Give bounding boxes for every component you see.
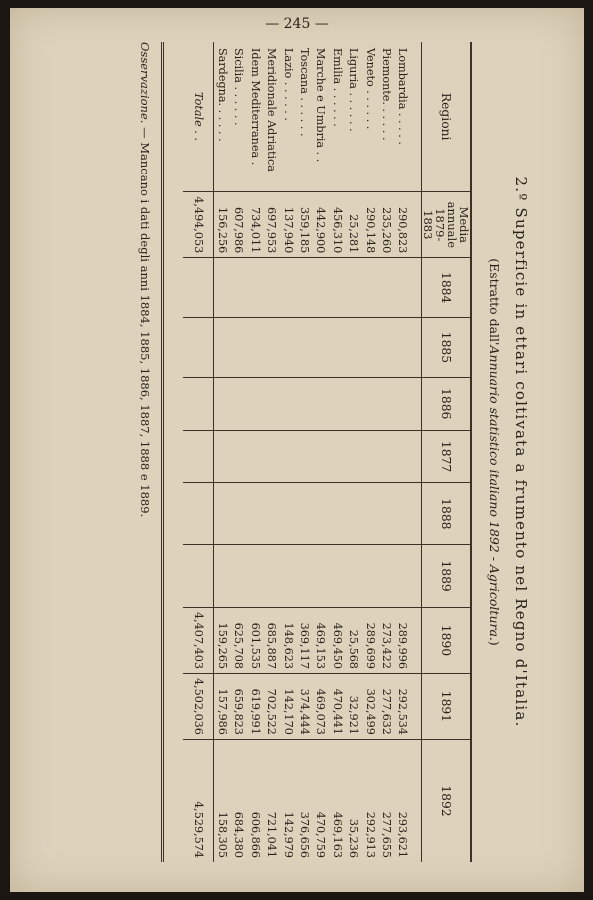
value-cell xyxy=(214,430,231,483)
value-cell: 4,407,403 xyxy=(183,607,214,673)
value-cell: 4,529,574 xyxy=(183,739,214,862)
region-cell: Lombardia . . . . . xyxy=(395,42,422,192)
value-cell: 292,534 xyxy=(395,673,422,739)
region-cell: Totale . . xyxy=(183,42,214,192)
value-cell xyxy=(395,483,422,545)
value-cell: 137,940 xyxy=(280,192,296,258)
value-cell xyxy=(263,483,279,545)
value-cell: 158,305 xyxy=(216,811,230,858)
value-cell xyxy=(231,430,247,483)
value-cell xyxy=(313,318,329,378)
value-cell xyxy=(263,258,279,318)
table-subtitle: (Estratto dall'Annuario statistico italiano 1892 - Agricoltura.) xyxy=(487,258,502,646)
value-cell xyxy=(280,377,296,430)
value-cell: 290,823 xyxy=(395,192,422,258)
table-row xyxy=(362,42,378,862)
region-cell: Sicilia . . . . . . xyxy=(231,42,247,192)
col-header-4: 1886 xyxy=(422,377,472,430)
value-cell xyxy=(345,545,361,608)
value-cell: 659,823 xyxy=(231,673,247,739)
total-row xyxy=(183,42,214,862)
value-cell: 607,986 xyxy=(231,192,247,258)
value-cell: 359,185 xyxy=(296,192,312,258)
value-cell xyxy=(313,545,329,608)
table-row xyxy=(280,42,296,862)
region-cell: Emilia . . . . . . xyxy=(329,42,345,192)
value-cell: 721,041 xyxy=(265,811,279,858)
value-cell: 469,153 xyxy=(313,607,329,673)
value-cell xyxy=(183,483,214,545)
value-cell xyxy=(395,545,422,608)
value-cell xyxy=(313,483,329,545)
value-cell xyxy=(313,377,329,430)
region-cell: Toscana . . . . . . xyxy=(296,42,312,192)
table-row xyxy=(214,42,231,862)
value-cell xyxy=(395,430,422,483)
value-cell: 442,900 xyxy=(313,192,329,258)
value-cell xyxy=(345,483,361,545)
value-cell xyxy=(214,258,231,318)
value-cell xyxy=(378,377,394,430)
region-cell: Lazio . . . . . . xyxy=(280,42,296,192)
value-cell xyxy=(183,545,214,608)
value-cell xyxy=(183,318,214,378)
value-cell xyxy=(231,258,247,318)
wheat-area-table xyxy=(183,42,472,862)
value-cell xyxy=(395,318,422,378)
value-cell xyxy=(313,430,329,483)
value-cell xyxy=(280,483,296,545)
value-cell xyxy=(329,377,345,430)
value-cell: 4,502,036 xyxy=(183,673,214,739)
value-cell xyxy=(214,545,231,608)
value-cell: 619,991 xyxy=(247,673,263,739)
region-cell: Meridionale Adriatica xyxy=(263,42,279,192)
value-cell: 289,699 xyxy=(362,607,378,673)
value-cell xyxy=(345,258,361,318)
value-cell xyxy=(247,545,263,608)
value-cell: 369,117 xyxy=(296,607,312,673)
table-row xyxy=(345,42,361,862)
col-header-10: 1892 xyxy=(422,739,472,862)
value-cell xyxy=(378,318,394,378)
value-cell xyxy=(263,545,279,608)
region-cell: Sardegna. . . . . . xyxy=(214,42,231,192)
col-header-8: 1890 xyxy=(422,607,472,673)
table-row xyxy=(247,42,263,862)
double-rule xyxy=(161,42,164,862)
value-cell xyxy=(329,258,345,318)
value-cell: 35,236 xyxy=(347,818,361,858)
value-cell xyxy=(214,483,231,545)
value-cell: 273,422 xyxy=(378,607,394,673)
value-cell: 625,708 xyxy=(231,607,247,673)
value-cell xyxy=(183,430,214,483)
value-cell xyxy=(296,377,312,430)
value-cell xyxy=(280,318,296,378)
value-cell xyxy=(231,377,247,430)
value-cell xyxy=(247,377,263,430)
observation-note: Osservazione. — Mancano i dati degli anni 1884, 1885, 1886, 1887, 1888 e 1889. xyxy=(138,42,152,518)
region-cell: Idem Mediterranea . xyxy=(247,42,263,192)
value-cell xyxy=(362,483,378,545)
value-cell xyxy=(280,430,296,483)
value-cell xyxy=(378,545,394,608)
value-cell xyxy=(362,430,378,483)
value-cell: 470,759 xyxy=(314,811,328,858)
value-cell: 4,494,053 xyxy=(183,192,214,258)
value-cell: 148,623 xyxy=(280,607,296,673)
col-header-6: 1888 xyxy=(422,483,472,545)
value-cell xyxy=(362,377,378,430)
value-cell xyxy=(296,258,312,318)
value-cell: 697,953 xyxy=(263,192,279,258)
value-cell xyxy=(395,377,422,430)
table-row xyxy=(263,42,279,862)
table-row xyxy=(231,42,247,862)
value-cell: 684,380 xyxy=(232,811,246,858)
value-cell: 470,441 xyxy=(329,673,345,739)
value-cell: 25,568 xyxy=(345,607,361,673)
value-cell xyxy=(395,258,422,318)
value-cell xyxy=(296,483,312,545)
value-cell: 469,450 xyxy=(329,607,345,673)
col-header-1: Media annuale 1879-1883 xyxy=(422,192,472,258)
value-cell xyxy=(247,483,263,545)
value-cell: 157,986 xyxy=(214,673,231,739)
value-cell: 156,256 xyxy=(214,192,231,258)
table-row xyxy=(378,42,394,862)
value-cell: 142,979 xyxy=(281,811,295,858)
value-cell xyxy=(231,545,247,608)
value-cell xyxy=(329,430,345,483)
value-cell xyxy=(329,545,345,608)
page-number: — 245 — xyxy=(265,16,329,32)
value-cell xyxy=(231,318,247,378)
value-cell xyxy=(214,318,231,378)
col-header-5: 1877 xyxy=(422,430,472,483)
value-cell: 376,656 xyxy=(297,811,311,858)
value-cell: 277,655 xyxy=(379,811,393,858)
value-cell: 734,011 xyxy=(247,192,263,258)
value-cell: 235,260 xyxy=(378,192,394,258)
value-cell: 374,444 xyxy=(296,673,312,739)
value-cell xyxy=(247,258,263,318)
value-cell xyxy=(362,545,378,608)
value-cell xyxy=(378,258,394,318)
value-cell xyxy=(345,377,361,430)
value-cell xyxy=(296,545,312,608)
table-row xyxy=(329,42,345,862)
col-header-3: 1885 xyxy=(422,318,472,378)
value-cell: 469,163 xyxy=(330,811,344,858)
value-cell xyxy=(263,377,279,430)
value-cell xyxy=(231,483,247,545)
header-row xyxy=(422,42,472,862)
value-cell xyxy=(313,258,329,318)
region-cell: Veneto . . . . . . xyxy=(362,42,378,192)
value-cell xyxy=(183,258,214,318)
value-cell xyxy=(362,318,378,378)
region-cell: Piemonte. . . . . . xyxy=(378,42,394,192)
value-cell: 292,913 xyxy=(363,811,377,858)
value-cell xyxy=(345,430,361,483)
value-cell: 293,621 xyxy=(396,811,410,858)
value-cell xyxy=(280,545,296,608)
col-header-regioni: Regioni xyxy=(422,42,472,192)
value-cell: 606,866 xyxy=(248,811,262,858)
value-cell: 289,996 xyxy=(395,607,422,673)
value-cell xyxy=(362,258,378,318)
col-header-9: 1891 xyxy=(422,673,472,739)
value-cell: 142,170 xyxy=(280,673,296,739)
region-cell: Liguria . . . . . . xyxy=(345,42,361,192)
value-cell xyxy=(263,318,279,378)
value-cell: 302,499 xyxy=(362,673,378,739)
value-cell: 601,535 xyxy=(247,607,263,673)
value-cell xyxy=(263,430,279,483)
value-cell xyxy=(378,483,394,545)
value-cell: 25,281 xyxy=(345,192,361,258)
value-cell xyxy=(296,318,312,378)
value-cell: 456,310 xyxy=(329,192,345,258)
value-cell xyxy=(329,483,345,545)
value-cell xyxy=(214,377,231,430)
col-header-7: 1889 xyxy=(422,545,472,608)
value-cell xyxy=(247,430,263,483)
value-cell xyxy=(296,430,312,483)
value-cell xyxy=(345,318,361,378)
value-cell: 159,265 xyxy=(214,607,231,673)
table-row xyxy=(395,42,422,862)
value-cell xyxy=(329,318,345,378)
value-cell xyxy=(247,318,263,378)
region-cell: Marche e Umbria . . xyxy=(313,42,329,192)
value-cell: 32,921 xyxy=(345,673,361,739)
col-header-2: 1884 xyxy=(422,258,472,318)
table-row xyxy=(313,42,329,862)
value-cell xyxy=(378,430,394,483)
value-cell: 702,522 xyxy=(263,673,279,739)
table-row xyxy=(296,42,312,862)
value-cell xyxy=(280,258,296,318)
value-cell: 469,073 xyxy=(313,673,329,739)
rotated-content xyxy=(8,42,548,862)
value-cell xyxy=(183,377,214,430)
value-cell: 290,148 xyxy=(362,192,378,258)
table-title: 2.º Superficie in ettari coltivata a frumento nel Regno d'Italia. xyxy=(512,176,530,728)
value-cell: 277,632 xyxy=(378,673,394,739)
value-cell: 685,887 xyxy=(263,607,279,673)
